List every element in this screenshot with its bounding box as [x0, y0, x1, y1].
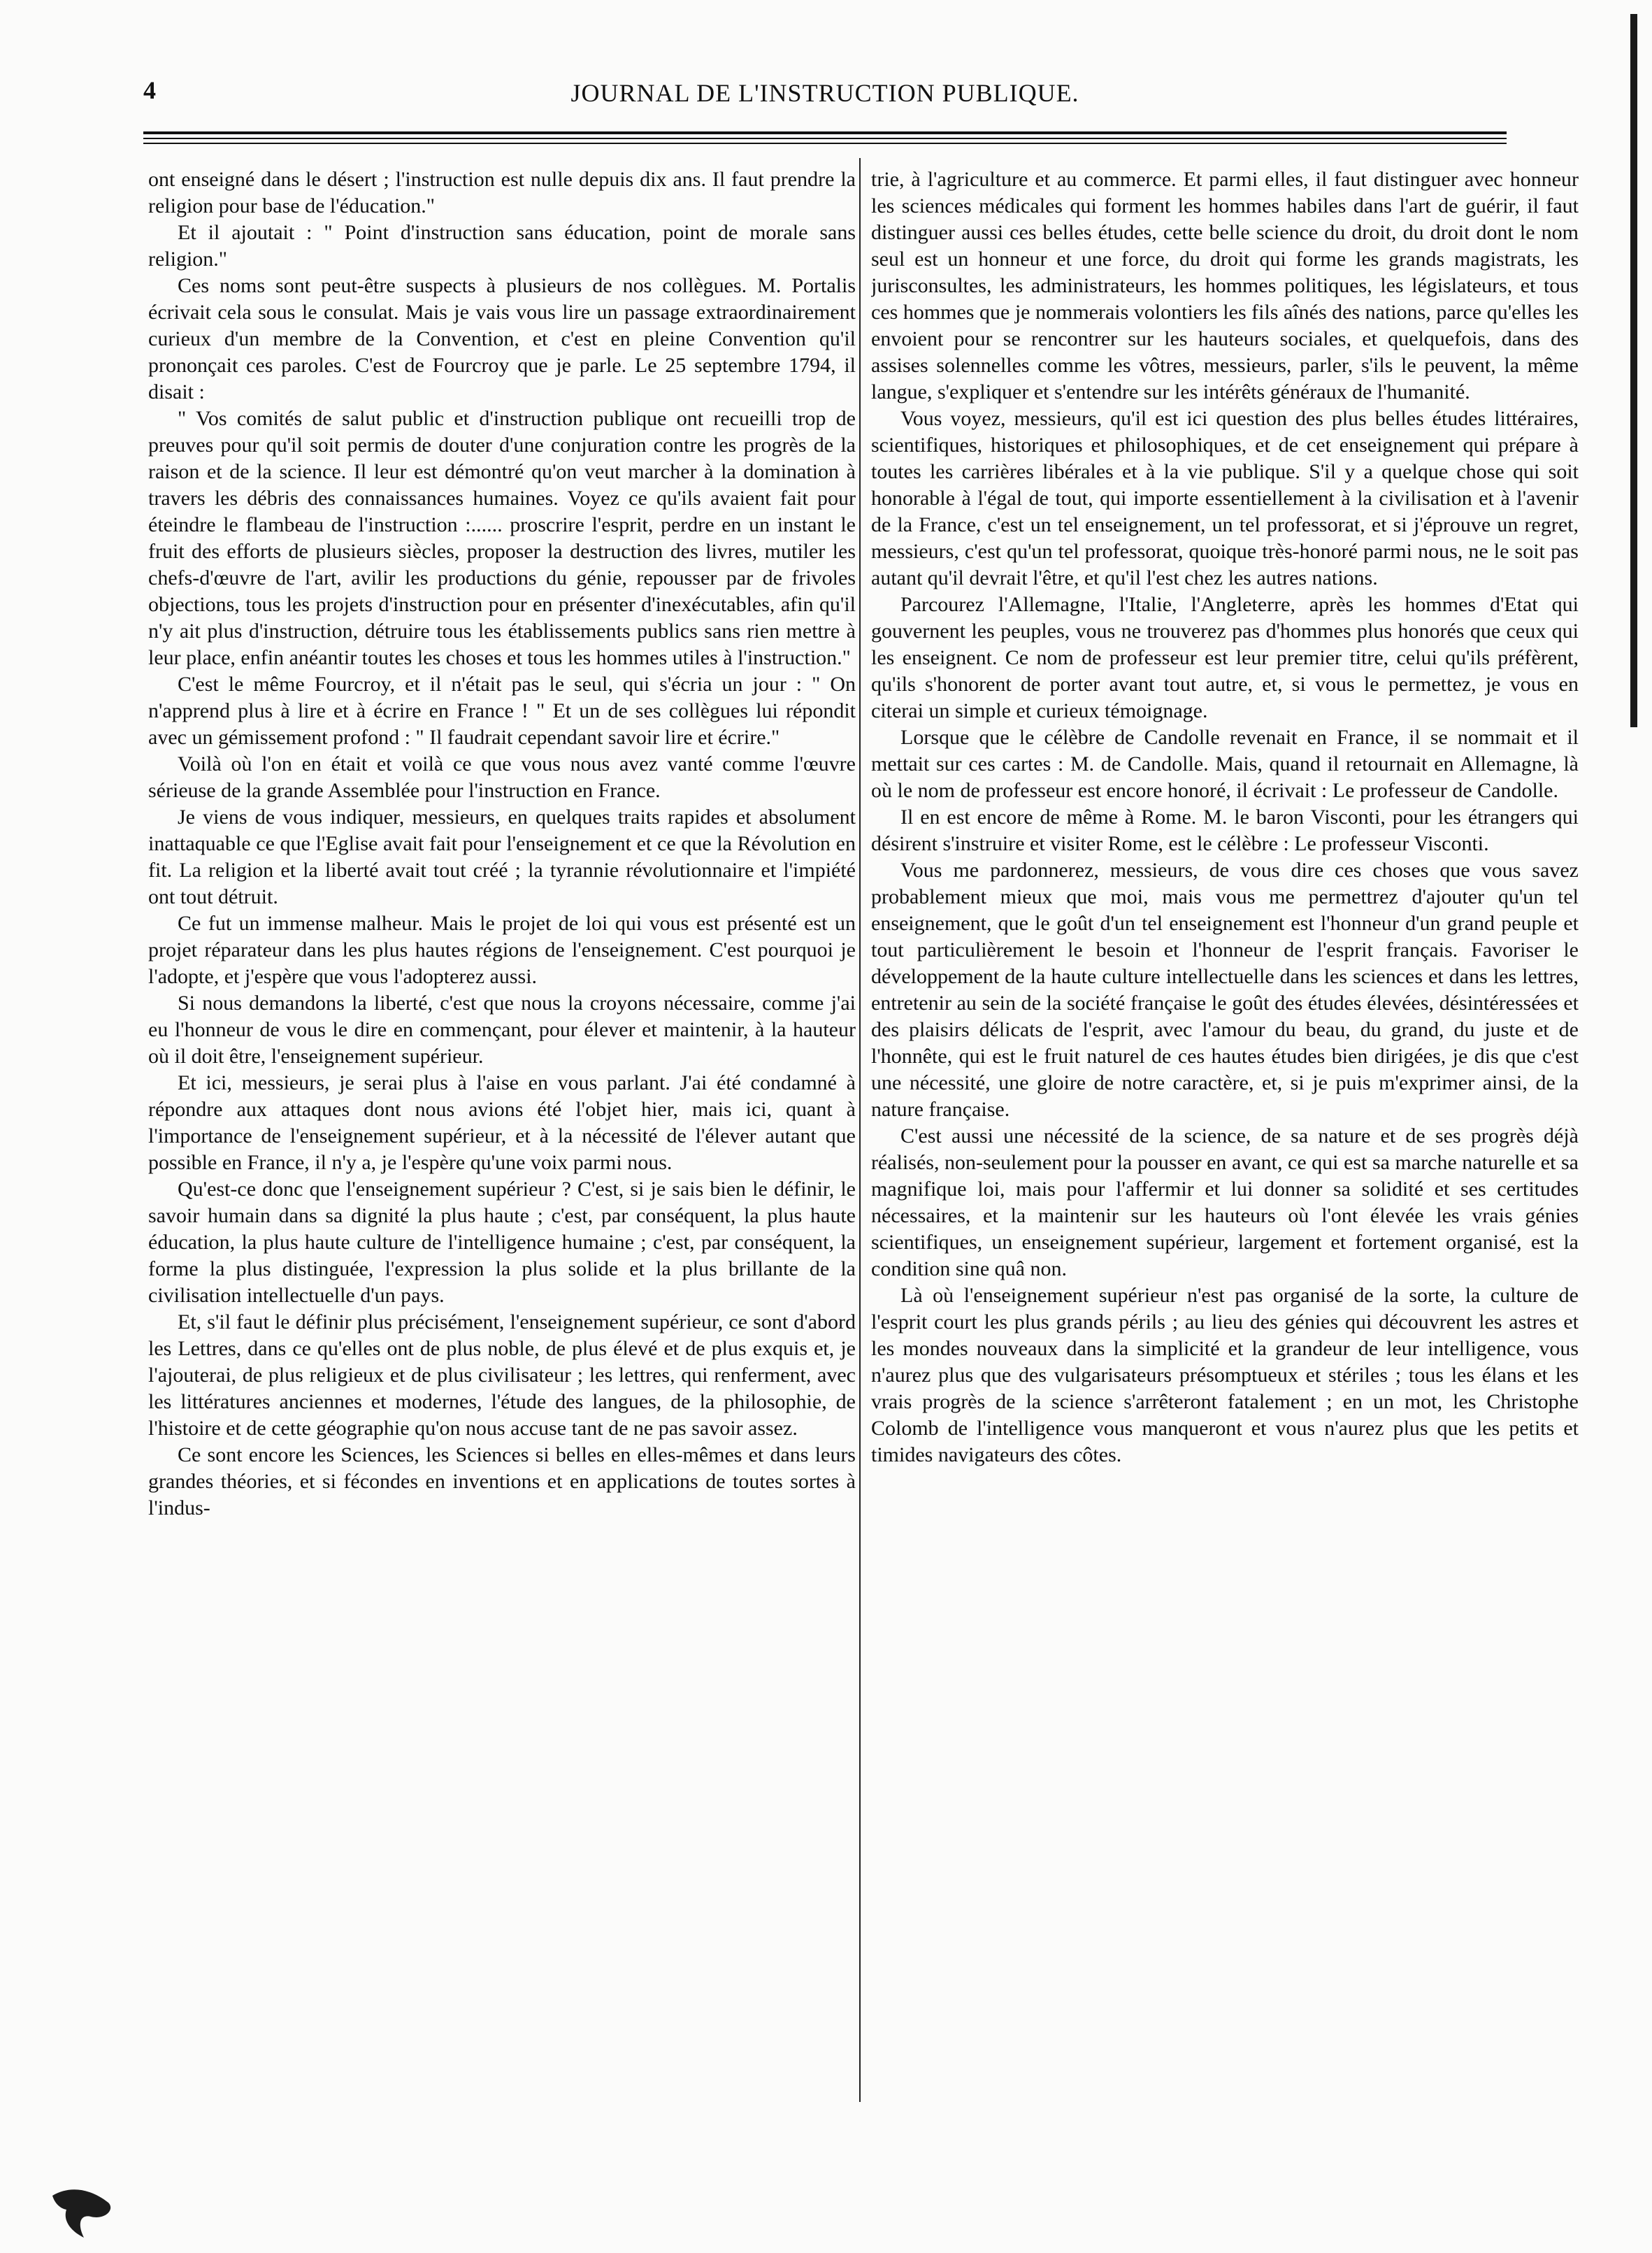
header-rule-thin	[143, 138, 1507, 139]
left-column	[148, 166, 856, 2124]
paragraph: Il en est encore de même à Rome. M. le baron Visconti, pour les étrangers qui désirent s'instruire et visiter Rome, est le célèbre : Le professeur Visconti.	[871, 806, 1579, 855]
paragraph: Si nous demandons la liberté, c'est que nous la croyons nécessaire, comme j'ai eu l'honneur de vous le dire en commençant, pour élever et maintenir, à la hauteur où il doit être, l'enseignement supérieur.	[148, 992, 856, 1068]
paragraph: Et il ajoutait : " Point d'instruction sans éducation, point de morale sans religion."	[148, 221, 856, 271]
column-divider	[859, 158, 861, 2102]
paragraph: Ce fut un immense malheur. Mais le projet de loi qui vous est présenté est un projet réparateur dans les plus hautes régions de l'enseignement. C'est pourquoi je l'adopte, et j'espère que vous l'adopterez aussi.	[148, 912, 856, 988]
paragraph: Ce sont encore les Sciences, les Sciences si belles en elles-mêmes et dans leurs grandes théories, et si fécondes en inventions et en applications de toutes sortes à l'indus-	[148, 1443, 856, 1519]
page-number: 4	[143, 76, 156, 104]
paragraph: Et, s'il faut le définir plus précisément, l'enseignement supérieur, ce sont d'abord les Lettres, dans ce qu'elles ont de plus noble, de plus élevé et de plus exquis et, je l'ajouterai, de plus religieux et de plus civilisateur ; les lettres, qui renferment, avec les littératures anciennes et modernes, l'étude des langues, de la philosophie, de l'histoire et de cette géographie qu'on nous accuse tant de ne pas savoir assez.	[148, 1310, 856, 1440]
paragraph: Lorsque que le célèbre de Candolle revenait en France, il se nommait et il mettait sur ces cartes : M. de Candolle. Mais, quand il retournait en Allemagne, là où le nom de professeur est encore honoré, il écrivait : Le professeur de Candolle.	[871, 726, 1579, 802]
paragraph: Voilà où l'on en était et voilà ce que vous nous avez vanté comme l'œuvre sérieuse de la grande Assemblée pour l'instruction en France.	[148, 752, 856, 802]
paragraph: Je viens de vous indiquer, messieurs, en quelques traits rapides et absolument inattaquable ce que l'Eglise avait fait pour l'enseignement et ce que la Révolution en fit. La religion et la liberté avait tout créé ; la tyrannie révolutionnaire et l'impiété ont tout détruit.	[148, 806, 856, 908]
paragraph: " Vos comités de salut public et d'instruction publique ont recueilli trop de preuves pour qu'il soit permis de douter d'une conjuration contre les progrès de la raison et de la science. Il leur est démontré qu'on veut marcher à la domination à travers les débris des connaissances humaines. Voyez ce qu'ils avaient fait pour éteindre le flambeau de l'instruction :...... proscrire l'esprit, perdre en un instant le fruit des efforts de plusieurs siècles, proposer la destruction des livres, mutiler les chefs-d'œuvre de l'art, avilir les productions du génie, repousser par de frivoles objections, tous les projets d'instruction pour en présenter d'inexécutables, afin qu'il n'y ait plus d'instruction, détruire tous les établissements publics sans rien mettre à leur place, enfin anéantir toutes les choses et tous les hommes utiles à l'instruction."	[148, 407, 856, 669]
paragraph: Et ici, messieurs, je serai plus à l'aise en vous parlant. J'ai été condamné à répondre aux attaques dont nous avions été l'objet hier, mais ici, quant à l'importance de l'enseignement supérieur, et à la nécessité de l'élever autant que possible en France, il n'y a, je l'espère qu'une voix parmi nous.	[148, 1071, 856, 1174]
header-rule-thin-lower	[143, 143, 1507, 144]
paragraph: Parcourez l'Allemagne, l'Italie, l'Angleterre, après les hommes d'Etat qui gouvernent les peuples, vous ne trouverez pas d'hommes plus honorés que ceux qui les enseignent. Ce nom de professeur est leur premier titre, celui qu'ils préfèrent, qu'ils s'honorent de porter avant tout autre, et, si vous le permettez, je vous en citerai un simple et curieux témoignage.	[871, 593, 1579, 722]
header-rule-thick	[143, 131, 1507, 134]
paragraph: C'est le même Fourcroy, et il n'était pas le seul, qui s'écria un jour : " On n'apprend plus à lire et à écrire en France ! " Et un de ses collègues lui répondit avec un gémissement profond : " Il faudrait cependant savoir lire et écrire."	[148, 673, 856, 749]
binding-edge-bar	[1630, 14, 1637, 727]
paragraph: ont enseigné dans le désert ; l'instruction est nulle depuis dix ans. Il faut prendre la religion pour base de l'éducation."	[148, 168, 856, 217]
page-header	[143, 76, 1507, 117]
paragraph: Là où l'enseignement supérieur n'est pas organisé de la sorte, la culture de l'esprit court les plus grands périls ; au lieu des génies qui découvrent les astres et les mondes nouveaux dans la simplicité et la grandeur de leur intelligence, vous n'aurez plus que des vulgarisateurs présomptueux et stériles ; tous les élans et les vrais progrès de la science s'arrêteront fatalement ; en un mot, les Christophe Colomb de l'intelligence vous manqueront et vous n'aurez plus que les petits et timides navigateurs des côtes.	[871, 1284, 1579, 1466]
paragraph: Qu'est-ce donc que l'enseignement supérieur ? C'est, si je sais bien le définir, le savoir humain dans sa dignité la plus haute ; c'est, par conséquent, la plus haute éducation, la plus haute culture de l'intelligence humaine ; c'est, par conséquent, la forme la plus distinguée, l'expression la plus solide et la plus brillante de la civilisation intellectuelle d'un pays.	[148, 1178, 856, 1307]
paragraph: C'est aussi une nécessité de la science, de sa nature et de ses progrès déjà réalisés, non-seulement pour la pousser en avant, ce qui est sa marche naturelle et sa magnifique loi, mais pour l'affermir et lui donner sa solidité et ses certitudes nécessaires, et la maintenir sur les hauteurs où l'ont élevée les vrais génies scientifiques, un enseignement supérieur, largement et fortement organisé, est la condition sine quâ non.	[871, 1124, 1579, 1280]
paragraph: Vous voyez, messieurs, qu'il est ici question des plus belles études littéraires, scientifiques, historiques et philosophiques, et de cet enseignement qui prépare à toutes les carrières libérales et à la vie publique. S'il y a quelque chose qui soit honorable à l'égal de tout, qui importe essentiellement à la civilisation et à l'avenir de la France, c'est un tel enseignement, un tel professorat, et si j'éprouve un regret, messieurs, c'est qu'un tel professorat, quoique très-honoré parmi nous, ne le soit pas autant qu'il devrait l'être, et qu'il l'est chez les autres nations.	[871, 407, 1579, 589]
right-column	[871, 166, 1579, 2124]
journal-title: JOURNAL DE L'INSTRUCTION PUBLIQUE.	[570, 79, 1079, 107]
paragraph: Ces noms sont peut-être suspects à plusieurs de nos collègues. M. Portalis écrivait cela sous le consulat. Mais je vais vous lire un passage extraordinairement curieux d'un membre de la Convention, et c'est en pleine Convention qu'il prononçait ces paroles. C'est de Fourcroy que je parle. Le 25 septembre 1794, il disait :	[148, 274, 856, 403]
paragraph: Vous me pardonnerez, messieurs, de vous dire ces choses que vous savez probablement mieux que moi, mais vous me permettrez d'ajouter qu'un tel enseignement, que le goût d'un tel enseignement est l'honneur d'un grand peuple et tout particulièrement le besoin et l'honneur de l'esprit français. Favoriser le développement de la haute culture intellectuelle dans les sciences et dans les lettres, entretenir au sein de la société française le goût des études élevées, désintéressées et des plaisirs délicats de l'esprit, avec l'amour du beau, du grand, du juste et de l'honnête, qui est le fruit naturel de ces hautes études bien dirigées, je dis que c'est une nécessité, une gloire de notre caractère, et, si je puis m'exprimer ainsi, de la nature française.	[871, 859, 1579, 1121]
scan-smudge-mark	[49, 2182, 126, 2245]
paragraph: trie, à l'agriculture et au commerce. Et parmi elles, il faut distinguer avec honneur les sciences médicales qui forment les hommes habiles dans l'art de guérir, il faut distinguer aussi ces belles études, cette belle science du droit, du droit dont le nom seul est un honneur et une force, du droit qui forme les grands magistrats, les jurisconsultes, les administrateurs, les hommes politiques, les législateurs, et tous ces hommes que je nommerais volontiers les fils aînés des nations, parce qu'elles les envoient pour se rencontrer sur les hauteurs sociales, et quelquefois, dans des assises solennelles comme les vôtres, messieurs, parler, s'ils le peuvent, la même langue, s'expliquer et s'entendre sur les intérêts généraux de l'humanité.	[871, 168, 1579, 403]
